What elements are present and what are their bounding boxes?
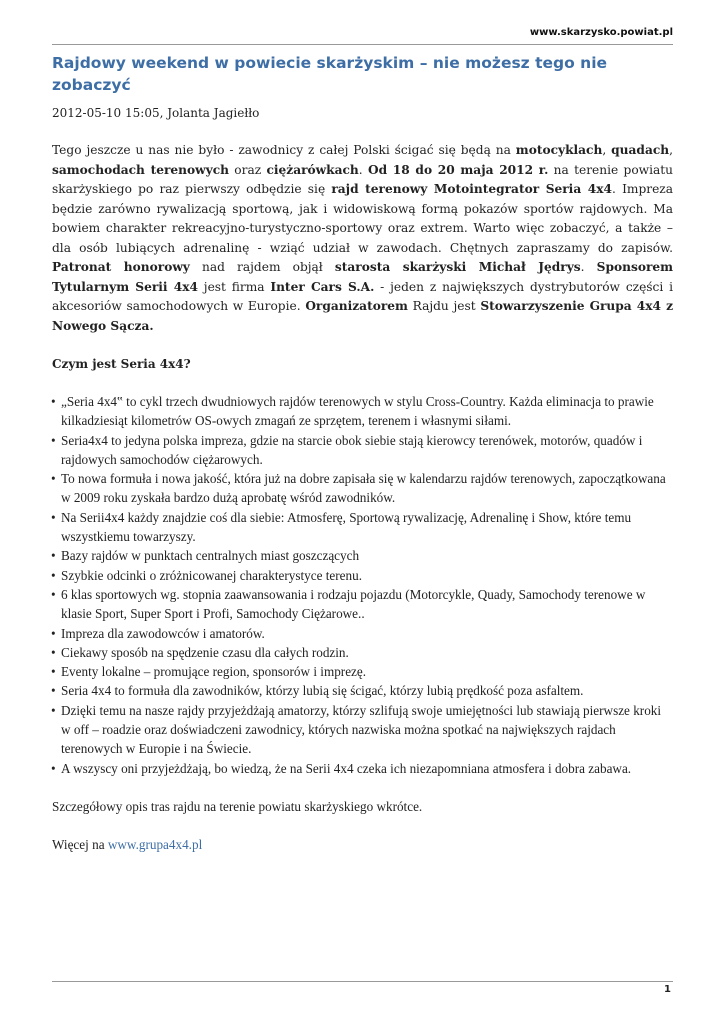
list-item bbox=[52, 546, 673, 565]
list-item bbox=[52, 469, 673, 508]
list-item-text: To nowa formuła i nowa jakość, która już na dobre zapisała się w kalendarzu rajdów terenowych, zapoczątkowana w 2009 roku zyskała bardzo dużą aprobatę wśród zawodników. bbox=[61, 471, 666, 506]
intro-text: Rajdu jest bbox=[407, 299, 481, 313]
intro-paragraph bbox=[52, 141, 673, 336]
intro-text: . Impreza będzie zarówno rywalizacją sportową, jak i widowiskową formą pokazów sportów rajdowych. Ma bowiem charakter rekreacyjno-turystyczno-sportowy oraz extrem. Warto więc zobaczyć, a także – dla osób lubiących adrenalinę - wziąć udział w zawodach. Chętnych zapraszamy do zapisów. bbox=[52, 182, 673, 255]
intro-bold-text: motocyklach bbox=[515, 143, 603, 157]
list-item bbox=[52, 624, 673, 643]
details-note: Szczegółowy opis tras rajdu na terenie powiatu skarżyskiego wkrótce. bbox=[52, 798, 423, 814]
intro-text: . bbox=[358, 162, 368, 177]
article-title: Rajdowy weekend w powiecie skarżyskim – nie możesz tego nie zobaczyć bbox=[52, 54, 608, 94]
intro-bold-text: quadach bbox=[611, 143, 670, 157]
list-item-text: Szybkie odcinki o zróżnicowanej charakterystyce terenu. bbox=[61, 567, 362, 583]
intro-bold-text: ciężarówkach bbox=[266, 162, 359, 177]
feature-list bbox=[52, 392, 673, 778]
intro-text: na terenie powiatu skarżyskiego po raz pierwszy odbędzie się bbox=[52, 162, 674, 196]
intro-bold-text: Od 18 do 20 maja 2012 r. bbox=[367, 162, 549, 177]
intro-text: oraz bbox=[228, 162, 267, 177]
list-item bbox=[52, 662, 673, 681]
intro-bold-text: starosta skarżyski Michał Jędrys bbox=[334, 260, 581, 274]
list-item bbox=[52, 759, 673, 778]
bullet-icon: • bbox=[51, 567, 56, 583]
list-item-text: Impreza dla zawodowców i amatorów. bbox=[61, 625, 265, 641]
bullet-icon: • bbox=[51, 509, 56, 525]
intro-bold-text: rajd terenowy Motointegrator Seria 4x4 bbox=[331, 182, 613, 196]
bullet-icon: • bbox=[51, 432, 56, 448]
bullet-icon: • bbox=[51, 625, 56, 641]
bullet-icon: • bbox=[51, 760, 56, 776]
intro-text: , bbox=[669, 143, 673, 157]
bullet-icon: • bbox=[51, 586, 56, 602]
intro-text: nad rajdem objął bbox=[189, 260, 335, 274]
intro-text: jest firma bbox=[197, 279, 271, 294]
intro-bold-text: Patronat honorowy bbox=[52, 260, 190, 274]
intro-bold-text: Stowarzyszenie Grupa 4x4 z Nowego Sącza. bbox=[52, 299, 674, 333]
more-label: Więcej na bbox=[52, 836, 108, 852]
bullet-icon: • bbox=[51, 702, 56, 718]
list-item bbox=[52, 431, 673, 470]
list-item-text: Bazy rajdów w punktach centralnych miast goszczących bbox=[61, 548, 360, 564]
site-url: www.skarzysko.powiat.pl bbox=[529, 27, 673, 38]
bullet-icon: • bbox=[51, 683, 56, 699]
intro-bold-text: Organizatorem bbox=[305, 299, 408, 313]
list-item-text: Dzięki temu na nasze rajdy przyjeżdżają amatorzy, którzy szlifują swoje umiejętności lub stawiają pierwsze kroki w off – roadzie oraz doświadczeni zawodnicy, których nazwiska można spotkać na największych rajdach terenowych w Europie i na Świecie. bbox=[61, 702, 662, 757]
list-item bbox=[52, 643, 673, 662]
list-item-text: Seria4x4 to jedyna polska impreza, gdzie na starcie obok siebie stają kierowcy terenówek, motorów, quadów i rajdowych samochodów ciężarowych. bbox=[61, 432, 643, 467]
list-item bbox=[52, 392, 673, 431]
list-item-text: 6 klas sportowych wg. stopnia zaawansowania i rodzaju pojazdu (Motorcykle, Quady, Samochody terenowe w klasie Sport, Super Sport i Profi, Samochody Ciężarowe.. bbox=[61, 586, 646, 622]
list-item bbox=[52, 681, 673, 700]
list-item-text: A wszyscy oni przyjeżdżają, bo wiedzą, że na Serii 4x4 czeka ich niezapomniana atmosfera i dobra zabawa. bbox=[61, 760, 632, 776]
list-item-text: Ciekawy sposób na spędzenie czasu dla całych rodzin. bbox=[61, 644, 349, 660]
bullet-icon: • bbox=[51, 471, 56, 487]
list-item-text: Eventy lokalne – promujące region, sponsorów i imprezę. bbox=[61, 664, 367, 680]
intro-text: , bbox=[602, 143, 612, 157]
footer-divider bbox=[52, 981, 673, 982]
list-item-text: Seria 4x4 to formuła dla zawodników, którzy lubią się ścigać, którzy lubią prędkość poza asfaltem. bbox=[61, 683, 584, 699]
header-divider bbox=[52, 44, 673, 45]
article-meta: 2012-05-10 15:05, Jolanta Jagiełło bbox=[52, 106, 260, 120]
intro-bold-text: samochodach terenowych bbox=[52, 162, 229, 177]
intro-text: . bbox=[580, 260, 597, 274]
bullet-icon: • bbox=[51, 644, 56, 660]
list-item-text: „Seria 4x4‟ to cykl trzech dwudniowych rajdów terenowych w stylu Cross-Country. Każda eliminacja to prawie kilkadziesiąt kilometrów OS-owych zmagań ze sprzętem, terenem i własnymi siłami. bbox=[61, 394, 654, 429]
list-item bbox=[52, 508, 673, 547]
intro-bold-text: Sponsorem Tytularnym Serii 4x4 bbox=[52, 260, 674, 294]
page-number: 1 bbox=[664, 984, 671, 995]
intro-text: - jeden z największych dystrybutorów części i akcesoriów samochodowych w Europie. bbox=[52, 279, 673, 313]
bullet-icon: • bbox=[51, 548, 56, 564]
bullet-icon: • bbox=[51, 664, 56, 680]
more-info bbox=[52, 835, 673, 854]
list-item bbox=[52, 701, 673, 759]
list-item bbox=[52, 566, 673, 585]
intro-bold-text: Inter Cars S.A. bbox=[270, 279, 375, 294]
list-item bbox=[52, 585, 673, 624]
article bbox=[52, 52, 673, 854]
grupa4x4-link[interactable]: www.grupa4x4.pl bbox=[107, 836, 203, 852]
list-item-text: Na Serii4x4 każdy znajdzie coś dla siebie: Atmosferę, Sportową rywalizację, Adrenalinę i Show, które temu wszystkiemu towarzyszy. bbox=[61, 509, 632, 545]
intro-text: Tego jeszcze u nas nie było - zawodnicy z całej Polski ścigać się będą na bbox=[52, 143, 516, 157]
section-heading: Czym jest Seria 4x4? bbox=[52, 357, 191, 371]
bullet-icon: • bbox=[51, 394, 56, 409]
